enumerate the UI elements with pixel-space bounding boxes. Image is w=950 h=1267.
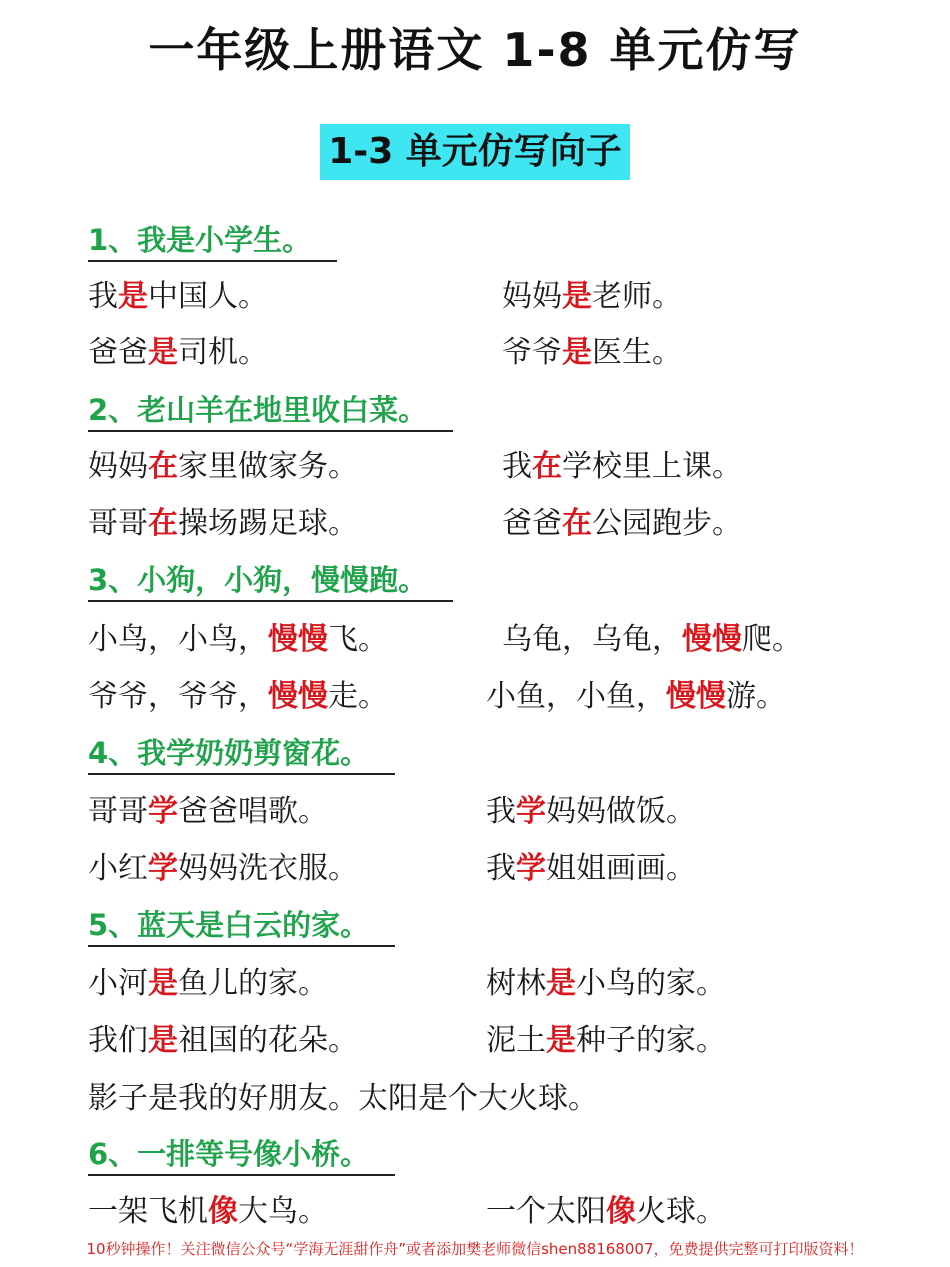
sentence-2-2-right: 爸爸在公园跑步。 (502, 506, 742, 541)
sentence-2-1-right: 我在学校里上课。 (502, 449, 742, 484)
sentence-5-1-right: 树林是小鸟的家。 (486, 966, 726, 1001)
section-subtitle: 1-3 单元仿写向子 (320, 124, 630, 180)
sentence-3-1-left: 小鸟，小鸟，慢慢飞。 (88, 622, 388, 657)
sentence-4-1-left: 哥哥学爸爸唱歌。 (88, 794, 328, 829)
section-heading-6: 6、一排等号像小桥。 (88, 1136, 395, 1176)
sentence-5-extra: 影子是我的好朋友。太阳是个大火球。 (88, 1081, 598, 1116)
sentence-1-1-right: 妈妈是老师。 (502, 279, 682, 314)
sentence-3-1-right: 乌龟，乌龟，慢慢爬。 (502, 622, 802, 657)
sentence-5-2-right: 泥土是种子的家。 (486, 1023, 726, 1058)
footer-note: 10秒钟操作！关注微信公众号“学海无涯甜作舟”或者添加樊老师微信shen88168007，免费提供完整可打印版资料！ (86, 1240, 864, 1258)
sentence-3-2-right: 小鱼，小鱼，慢慢游。 (486, 679, 786, 714)
section-heading-1: 1、我是小学生。 (88, 222, 337, 262)
sentence-1-2-left: 爸爸是司机。 (88, 335, 268, 370)
sentence-6-1-right: 一个太阳像火球。 (486, 1194, 726, 1229)
sentence-3-2-left: 爷爷，爷爷，慢慢走。 (88, 679, 388, 714)
section-heading-3: 3、小狗，小狗，慢慢跑。 (88, 562, 453, 602)
section-heading-4: 4、我学奶奶剪窗花。 (88, 735, 395, 775)
page-title: 一年级上册语文 1-8 单元仿写 (148, 23, 802, 77)
sentence-2-1-left: 妈妈在家里做家务。 (88, 449, 358, 484)
section-heading-2: 2、老山羊在地里收白菜。 (88, 392, 453, 432)
sentence-6-1-left: 一架飞机像大鸟。 (88, 1194, 328, 1229)
sentence-2-2-left: 哥哥在操场踢足球。 (88, 506, 358, 541)
sentence-5-1-left: 小河是鱼儿的家。 (88, 966, 328, 1001)
sentence-1-2-right: 爷爷是医生。 (502, 335, 682, 370)
sentence-5-2-left: 我们是祖国的花朵。 (88, 1023, 358, 1058)
sentence-4-2-right: 我学姐姐画画。 (486, 851, 696, 886)
sentence-4-2-left: 小红学妈妈洗衣服。 (88, 851, 358, 886)
sentence-4-1-right: 我学妈妈做饭。 (486, 794, 696, 829)
sentence-1-1-left: 我是中国人。 (88, 279, 268, 314)
section-heading-5: 5、蓝天是白云的家。 (88, 907, 395, 947)
